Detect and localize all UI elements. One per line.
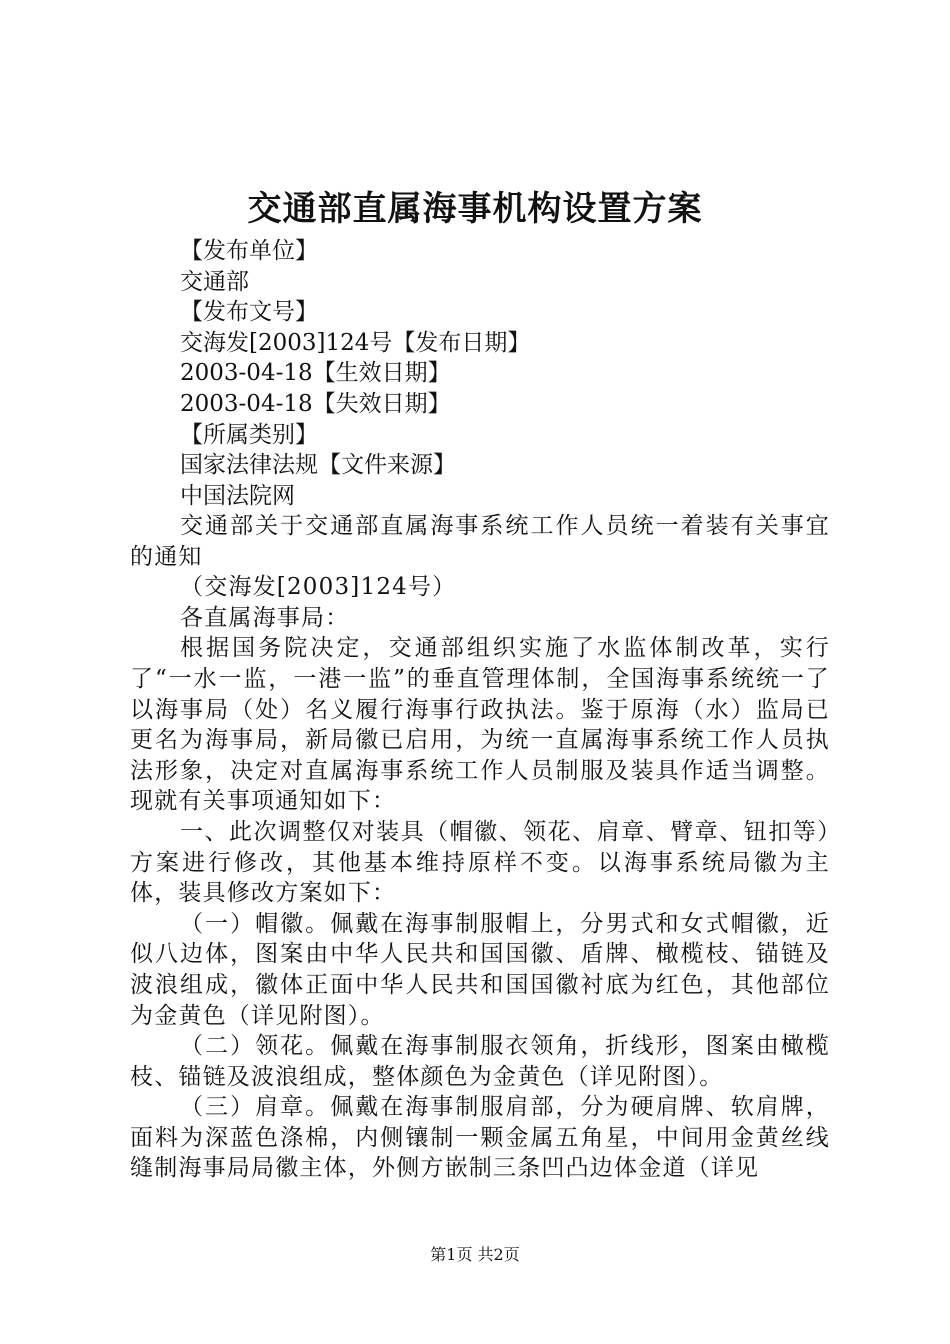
meta-issuer-label: 【发布单位】 [180,238,318,264]
meta-effective-date: 2003-04-18【失效日期】 [180,390,451,417]
document-meta [180,236,840,511]
meta-category-value: 国家法律法规【文件来源】 [180,452,456,479]
notice-title: 交通部关于交通部直属海事系统工作人员统一着装有关事宜的通知 [130,513,830,570]
document-title: 交通部直属海事机构设置方案 [247,189,703,229]
meta-docno-value: 交海发[2003]124号【发布日期】 [180,329,531,356]
page-number: 第1页 共2页 [430,1245,520,1264]
body-paragraph: 一、此次调整仅对装具（帽徽、领花、肩章、臂章、钮扣等）方案进行修改，其他基本维持原样不变。以海事系统局徽为主体，装具修改方案如下： [130,818,830,907]
body-paragraph: （一）帽徽。佩戴在海事制服帽上，分男式和女式帽徽，近似八边体，图案由中华人民共和国国徽、盾牌、橄榄枝、锚链及波浪组成，徽体正面中华人民共和国国徽衬底为红色，其他部位为金黄色（详见附图）。 [130,910,830,1029]
meta-source-value: 中国法院网 [180,482,295,509]
meta-docno-label: 【发布文号】 [180,299,318,326]
meta-issue-date: 2003-04-18【生效日期】 [180,360,451,387]
notice-docno: （交海发[2003]124号） [180,574,457,601]
meta-category-label: 【所属类别】 [180,421,318,448]
body-paragraph: （二）领花。佩戴在海事制服衣领角，折线形，图案由橄榄枝、锚链及波浪组成，整体颜色为金黄色（详见附图）。 [130,1033,830,1090]
body-paragraph: （三）肩章。佩戴在海事制服肩部，分为硬肩牌、软肩牌，面料为深蓝色涤棉，内侧镶制一颗金属五角星，中间用金黄丝线缝制海事局局徽主体，外侧方嵌制三条凹凸边体金道（详见 [130,1094,830,1182]
meta-issuer-value: 交通部 [180,268,249,295]
notice-addressee: 各直属海事局： [180,604,350,631]
document-body [130,511,830,1184]
body-paragraph: 根据国务院决定，交通部组织实施了水监体制改革，实行了“一水一监，一港一监”的垂直管理体制，全国海事系统统一了以海事局（处）名义履行海事行政执法。鉴于原海（水）监局已更名为海事局，新局徽已启用，为统一直属海事系统工作人员执法形象，决定对直属海事系统工作人员制服及装具作适当调整。现就有关事项通知如下： [130,635,830,815]
